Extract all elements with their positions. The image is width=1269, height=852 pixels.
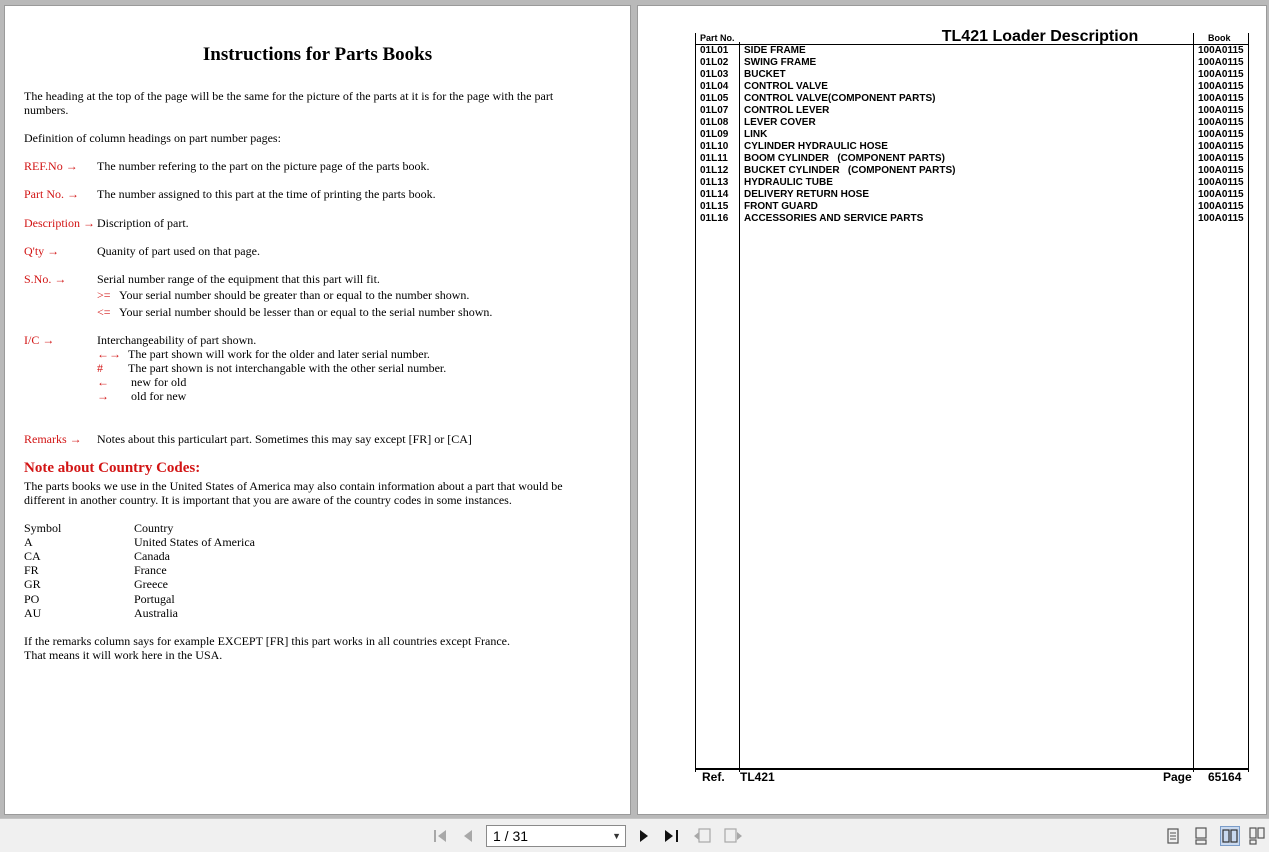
table-row [700, 189, 1266, 201]
navigation-toolbar [0, 818, 1269, 852]
remarks-text: Notes about this particulart part. Sometimes this may say except [FR] or [CA] [97, 432, 472, 446]
part-number: 01L03 [700, 69, 729, 80]
ic-label: I/C → [24, 333, 55, 347]
book-number: 100A0115 [1198, 105, 1244, 116]
part-description: DELIVERY RETURN HOSE [744, 189, 870, 200]
table-row [700, 201, 1266, 213]
part-description: CONTROL LEVER [744, 105, 830, 116]
previous-page-icon[interactable] [458, 827, 478, 845]
part-description: BOOM CYLINDER (COMPONENT PARTS) [744, 153, 945, 164]
qty-text: Quanity of part used on that page. [97, 244, 260, 258]
ic-left-symbol: ← [97, 375, 109, 389]
description-text: Discription of part. [97, 216, 189, 230]
part-description: CONTROL VALVE [744, 81, 828, 92]
ic-right-text: old for new [131, 389, 187, 403]
part-description: FRONT GUARD [744, 201, 818, 212]
book-number: 100A0115 [1198, 129, 1244, 140]
code-country: Portugal [134, 592, 175, 606]
part-number: 01L08 [700, 117, 729, 128]
table-row [700, 141, 1266, 153]
ref-no-text: The number refering to the part on the picture page of the parts book. [97, 159, 430, 173]
code-country: France [134, 563, 167, 577]
part-number: 01L01 [700, 45, 729, 56]
sno-label: S.No. → [24, 272, 67, 286]
ic-right-symbol: → [97, 389, 109, 403]
sno-text: Serial number range of the equipment that this part will fit. [97, 272, 380, 286]
footer-page-value: 65164 [1208, 770, 1242, 784]
part-number: 01L15 [700, 201, 729, 212]
table-row [700, 69, 1266, 81]
table-row [700, 93, 1266, 105]
table-row [700, 45, 1266, 57]
ref-no-label: REF.No → [24, 159, 78, 173]
part-number: 01L13 [700, 177, 729, 188]
book-number: 100A0115 [1198, 165, 1244, 176]
codes-header-symbol: Symbol [24, 521, 62, 535]
page-instructions [5, 6, 630, 814]
part-number: 01L07 [700, 105, 729, 116]
closing-text-cont: That means it will work here in the USA. [24, 648, 223, 662]
part-description: SWING FRAME [744, 57, 817, 68]
closing-text: If the remarks column says for example EXCEPT [FR] this part works in all countries except France. [24, 634, 510, 648]
continuous-view-icon[interactable] [1191, 826, 1211, 846]
country-codes-text-cont: different in another country. It is important that you are aware of the country codes in some instances. [24, 493, 512, 507]
part-number: 01L09 [700, 129, 729, 140]
book-number: 100A0115 [1198, 93, 1244, 104]
description-label: Description → [24, 216, 95, 230]
code-symbol: FR [24, 563, 39, 577]
book-number: 100A0115 [1198, 57, 1244, 68]
book-number: 100A0115 [1198, 201, 1244, 212]
country-codes-heading: Note about Country Codes: [24, 460, 201, 476]
code-country: Greece [134, 577, 168, 591]
two-page-continuous-view-icon[interactable] [1248, 826, 1266, 846]
table-row [700, 165, 1266, 177]
footer-ref-label: Ref. [702, 770, 725, 784]
part-description: LEVER COVER [744, 117, 816, 128]
part-number: 01L12 [700, 165, 729, 176]
footer-page-label: Page [1163, 770, 1192, 784]
country-codes-text: The parts books we use in the United States of America may also contain information about a part that would be [24, 479, 563, 493]
part-no-label: Part No. → [24, 187, 79, 201]
page-indicator: 1 / 31 [493, 828, 529, 844]
next-page-icon[interactable] [634, 827, 654, 845]
code-country: United States of America [134, 535, 255, 549]
qty-label: Q'ty → [24, 244, 60, 258]
table-row [700, 81, 1266, 93]
table-row [700, 153, 1266, 165]
book-number: 100A0115 [1198, 153, 1244, 164]
sno-le-symbol: <= [97, 305, 111, 319]
ic-left-text: new for old [131, 375, 187, 389]
part-number: 01L04 [700, 81, 729, 92]
ic-both-text: The part shown will work for the older and later serial number. [128, 347, 430, 361]
last-page-icon[interactable] [662, 827, 682, 845]
go-forward-view-icon[interactable] [722, 827, 744, 845]
footer-ref-value: TL421 [740, 770, 775, 784]
chevron-down-icon: ▼ [612, 831, 621, 841]
code-symbol: AU [24, 606, 42, 620]
page-number-select[interactable] [486, 825, 626, 847]
book-number: 100A0115 [1198, 117, 1244, 128]
ic-both-symbol: ←→ [97, 347, 121, 361]
single-page-view-icon[interactable] [1163, 826, 1183, 846]
table-border-left [695, 33, 696, 772]
book-number: 100A0115 [1198, 213, 1244, 224]
code-symbol: GR [24, 577, 41, 591]
sno-ge-symbol: >= [97, 288, 111, 302]
part-description: BUCKET [744, 69, 786, 80]
code-country: Canada [134, 549, 170, 563]
part-number: 01L10 [700, 141, 729, 152]
book-number: 100A0115 [1198, 189, 1244, 200]
book-number: 100A0115 [1198, 69, 1244, 80]
first-page-icon[interactable] [430, 827, 450, 845]
intro-text-cont: numbers. [24, 103, 69, 117]
book-number: 100A0115 [1198, 81, 1244, 92]
page-loader-description [638, 6, 1266, 814]
intro-text: The heading at the top of the page will be the same for the picture of the parts at it is for the page with the part [24, 89, 554, 103]
part-description: LINK [744, 129, 768, 140]
book-number: 100A0115 [1198, 45, 1244, 56]
part-description: HYDRAULIC TUBE [744, 177, 833, 188]
book-number: 100A0115 [1198, 141, 1244, 152]
sno-le-text: Your serial number should be lesser than or equal to the serial number shown. [119, 305, 493, 319]
table-row [700, 177, 1266, 189]
page-title: Instructions for Parts Books [202, 44, 433, 65]
codes-header-country: Country [134, 521, 174, 535]
book-number: 100A0115 [1198, 177, 1244, 188]
code-symbol: PO [24, 592, 40, 606]
part-description: CONTROL VALVE(COMPONENT PARTS) [744, 93, 936, 104]
table-row [700, 117, 1266, 129]
code-country: Australia [134, 606, 178, 620]
part-number: 01L14 [700, 189, 729, 200]
part-description: CYLINDER HYDRAULIC HOSE [744, 141, 888, 152]
part-number: 01L11 [700, 153, 728, 164]
table-row [700, 105, 1266, 117]
code-symbol: CA [24, 549, 41, 563]
ic-hash-text: The part shown is not interchangable with the other serial number. [128, 361, 447, 375]
code-symbol: A [24, 535, 33, 549]
table-row [700, 57, 1266, 69]
page-title: TL421 Loader Description [941, 28, 1139, 45]
part-description: SIDE FRAME [744, 45, 806, 56]
remarks-label: Remarks → [24, 432, 82, 446]
part-number: 01L02 [700, 57, 729, 68]
part-number: 01L05 [700, 93, 729, 104]
two-page-view-icon[interactable] [1220, 826, 1240, 846]
table-row [700, 213, 1266, 225]
ic-hash-symbol: # [97, 361, 103, 375]
ic-text: Interchangeability of part shown. [97, 333, 257, 347]
column-header-book: Book [1208, 33, 1231, 43]
sno-ge-text: Your serial number should be greater than or equal to the number shown. [119, 288, 470, 302]
part-description: ACCESSORIES AND SERVICE PARTS [744, 213, 924, 224]
definition-heading: Definition of column headings on part number pages: [24, 131, 281, 145]
part-description: BUCKET CYLINDER (COMPONENT PARTS) [744, 165, 956, 176]
table-row [700, 129, 1266, 141]
column-header-part-no: Part No. [700, 33, 735, 43]
go-back-view-icon[interactable] [692, 827, 714, 845]
part-number: 01L16 [700, 213, 729, 224]
part-no-text: The number assigned to this part at the time of printing the parts book. [97, 187, 436, 201]
